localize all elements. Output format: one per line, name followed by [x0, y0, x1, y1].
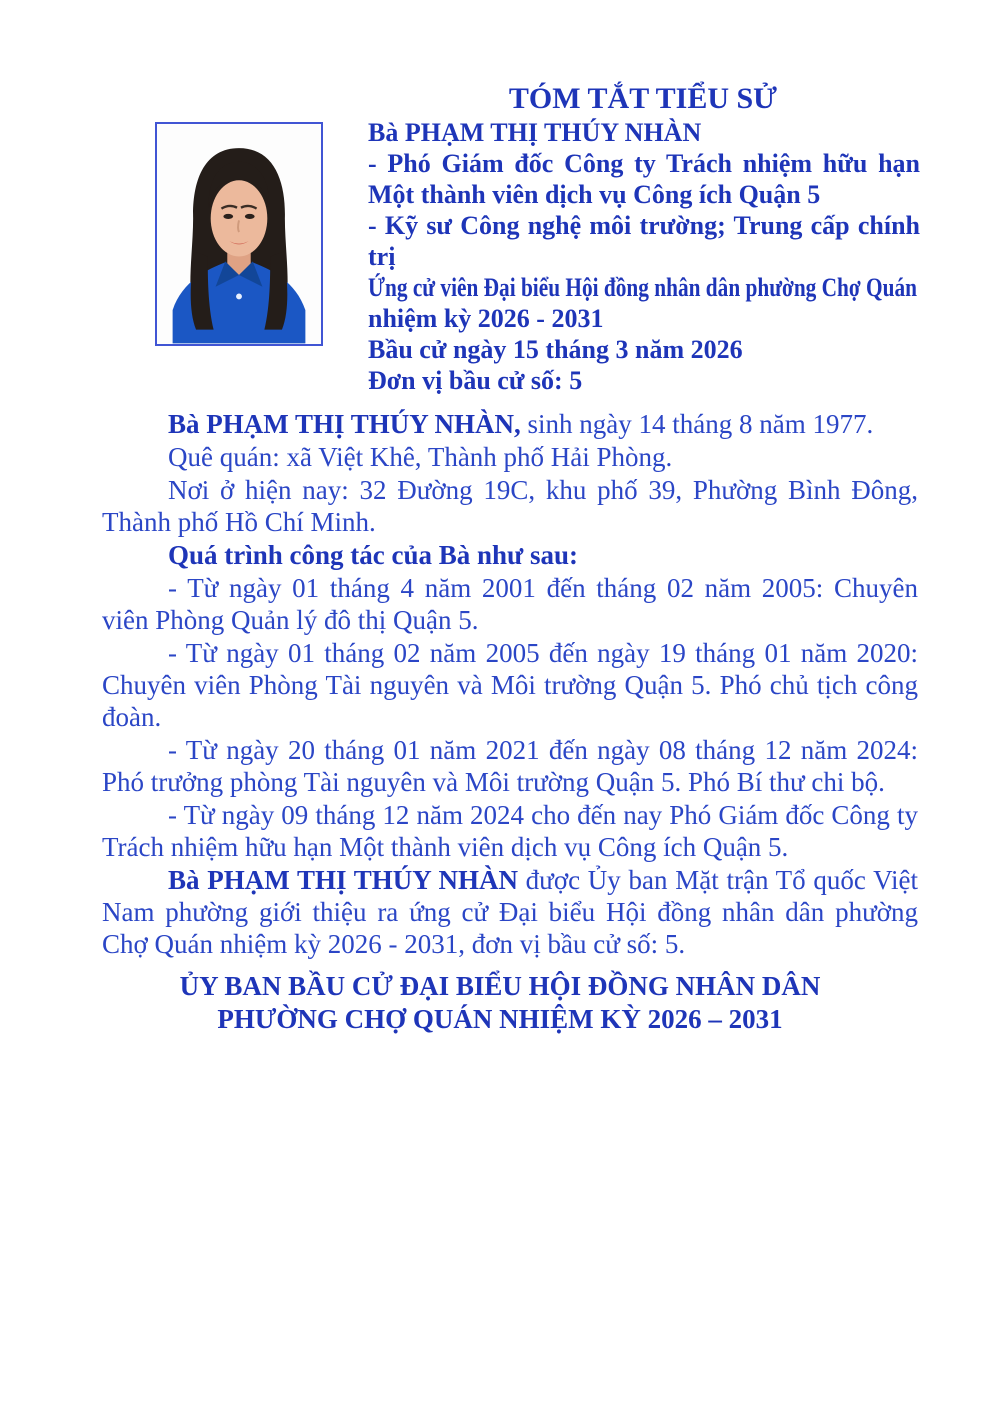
career-item-3: - Từ ngày 20 tháng 01 năm 2021 đến ngày 08 tháng 12 năm 2024: Phó trưởng phòng Tài nguyên và Môi trường Quận 5. Phó Bí thư chi bộ. [102, 735, 918, 797]
candidate-position: - Phó Giám đốc Công ty Trách nhiệm hữu hạn Một thành viên dịch vụ Công ích Quận 5 [368, 149, 920, 209]
election-unit: Đơn vị bầu cử số: 5 [368, 366, 583, 395]
footer-line-1: ỦY BAN BẦU CỬ ĐẠI BIỂU HỘI ĐỒNG NHÂN DÂN [179, 971, 821, 1001]
residence-paragraph: Nơi ở hiện nay: 32 Đường 19C, khu phố 39, Phường Bình Đông, Thành phố Hồ Chí Minh. [102, 475, 918, 537]
nomination-line-2: nhiệm kỳ 2026 - 2031 [368, 304, 604, 333]
closing-text: được Ủy ban Mặt trận Tổ quốc Việt Nam phường giới thiệu ra ứng cử Đại biểu Hội đồng nhân dân phường Chợ Quán nhiệm kỳ 2026 - 2031, đơn vị bầu cử số: 5. [102, 865, 918, 959]
nomination-line-1: Ứng cử viên Đại biểu Hội đồng nhân dân phường Chợ Quán [368, 273, 918, 302]
candidate-name: Bà PHẠM THỊ THÚY NHÀN [368, 118, 702, 147]
footer-line-2: PHƯỜNG CHỢ QUÁN NHIỆM KỲ 2026 – 2031 [217, 1004, 783, 1034]
career-item-2: - Từ ngày 01 tháng 02 năm 2005 đến ngày 19 tháng 01 năm 2020: Chuyên viên Phòng Tài nguyên và Môi trường Quận 5. Phó chủ tịch công đoàn. [102, 638, 918, 732]
career-item-4: - Từ ngày 09 tháng 12 năm 2024 cho đến nay Phó Giám đốc Công ty Trách nhiệm hữu hạn Một thành viên dịch vụ Công ích Quận 5. [102, 800, 918, 862]
election-committee-footer [0, 970, 1000, 1036]
intro-birthdate: sinh ngày 14 tháng 8 năm 1977. [520, 409, 874, 439]
header-text-column [368, 117, 920, 396]
intro-name: Bà PHẠM THỊ THÚY NHÀN, [168, 409, 521, 439]
portrait-photo [155, 122, 323, 346]
portrait-photo-illustration [157, 124, 321, 344]
career-item-1: - Từ ngày 01 tháng 4 năm 2001 đến tháng 02 năm 2005: Chuyên viên Phòng Quản lý đô thị Quận 5. [102, 573, 918, 635]
candidate-qualification: - Kỹ sư Công nghệ môi trường; Trung cấp chính trị [368, 211, 920, 271]
header-section [155, 116, 1000, 396]
closing-name: Bà PHẠM THỊ THÚY NHÀN [168, 865, 518, 895]
candidate-nomination [368, 272, 920, 334]
document-title: TÓM TẮT TIỂU SỬ [508, 82, 778, 115]
career-heading: Quá trình công tác của Bà như sau: [168, 540, 579, 570]
closing-paragraph [102, 864, 918, 960]
election-date: Bầu cử ngày 15 tháng 3 năm 2026 [368, 335, 743, 364]
biography-body [102, 408, 918, 960]
hometown-paragraph: Quê quán: xã Việt Khê, Thành phố Hải Phòng. [168, 442, 673, 472]
intro-paragraph [102, 408, 918, 440]
